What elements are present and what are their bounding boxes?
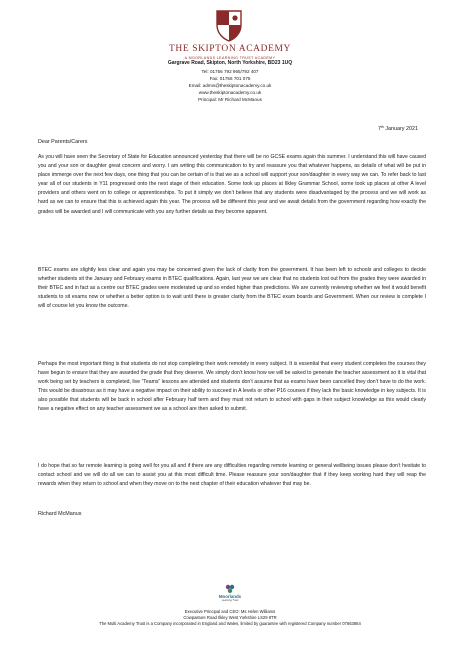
principal-name: Principal: Mr Richard McManus	[198, 96, 262, 102]
footer-company: The Multi Academy Trust is a Company incorporated in England and Wales, limited by guarantee with registered Company number 07663864	[99, 621, 361, 626]
paragraph-remote-work: Perhaps the most important thing is that students do not stop completing their work remotely in every subject. It is essential that every student completes the courses they have begun to ensure that they are awarded the grade that they deserve. We simply don’t know how we will be asked to generate the teacher assessment so it is vital that work being set by teachers is completed, live “Teams” lessons are attended and students don’t assume that as exams have been cancelled they don’t have to do the work. This would be disastrous as it may have a negative impact on their ability to succeed in A levels or other P16 courses if they lack the basic knowledge in key subjects. It is also possible that students will be back in school after February half term and they must not return to school with gaps in their subject knowledge as this would clearly have a negative effect on any teacher assessment we as a school are then asked to submit.	[38, 361, 426, 413]
salutation: Dear Parents/Carers	[38, 139, 88, 145]
footer-ceo: Executive Principal and CEO: Ms Helen Williams	[184, 609, 276, 614]
trust-tagline: A MOORLANDS LEARNING TRUST ACADEMY	[184, 56, 276, 60]
fax: Fax: 01756 701 075	[209, 75, 251, 81]
school-name: THE SKIPTON ACADEMY	[168, 44, 292, 54]
paragraph-gcse: As you will have seen the Secretary of State for Education announced yesterday that there will be no GCSE exams again this summer. I understand this will have caused you and your son or daughter great concern and worry. I am writing this communication to try and reassure you that whatever happens, as details of what will be put in place immerge over the next few days, one thing that you can be certain of is that we as a school will support your son/daughter in every way we can. To refer back to last year all of our students in Y11 progressed onto the next stage of their education. Some took up places at Ilkley Grammar School, some took up places at other A level providers and others went on to college or apprenticeships. To put it simply we don’t believe that any students were disadvantaged by the process and we will work as hard as we can to ensure that this is achieved again this year. The process will be different this year and we await details from the government regarding how exactly the grades will be awarded and I will communicate with you any further details as they become apparent.	[38, 154, 426, 215]
trust-logo	[213, 584, 247, 608]
school-address: Gargrave Road, Skipton, North Yorkshire, BD23 1UQ	[167, 60, 293, 66]
date-day: 7	[378, 126, 381, 132]
letter-date	[378, 125, 418, 132]
date-suffix: th	[381, 125, 384, 129]
telephone: Tel: 01756 792 965/792 407	[201, 68, 259, 74]
website: www.theskiptonacademy.co.uk	[198, 89, 262, 95]
date-month-year: January 2021	[383, 126, 418, 132]
trust-logo-sub: Learning Trust	[221, 599, 239, 602]
paragraph-btec: BTEC exams are slightly less clear and again you may be concerned given the lack of clarity from the government. It has been left to schools and colleges to decide whether students sit the January and February exams in BTEC qualifications. Again, last year we are clear that no students lost out from the grades they were awarded in their BTEC and in fact as a centre our BTEC grades were moderated up and so ended higher than predictions. We are currently reviewing whether we feel it would benefit students to sit exams now or whether a better option is to wait until there is greater clarity from the BTEC exam boards and Government. When our review is complete I will of course let you know the outcome.	[38, 267, 426, 310]
trust-logo-name: Moorlands	[218, 594, 242, 599]
email: Email: admin@theskiptonacademy.co.uk	[188, 82, 272, 88]
paragraph-wellbeing: I do hope that so far remote learning is going well for you all and if there are any difficulties regarding remote learning or general wellbeing issues please don’t hesitate to contact school and we will do all we can to assist you at this most difficult time. Please reassure your son/daughter that if they keep working hard they will reap the rewards when they return to school and when they move on to the next chapter of their education whatever that may be.	[38, 463, 426, 488]
footer-address: Cowpasture Road Ilkley West Yorkshire LS29 8TR	[183, 615, 277, 620]
signoff: Richard McManus	[38, 511, 82, 517]
moorlands-logo-icon	[225, 584, 235, 594]
school-crest-icon	[214, 8, 244, 42]
